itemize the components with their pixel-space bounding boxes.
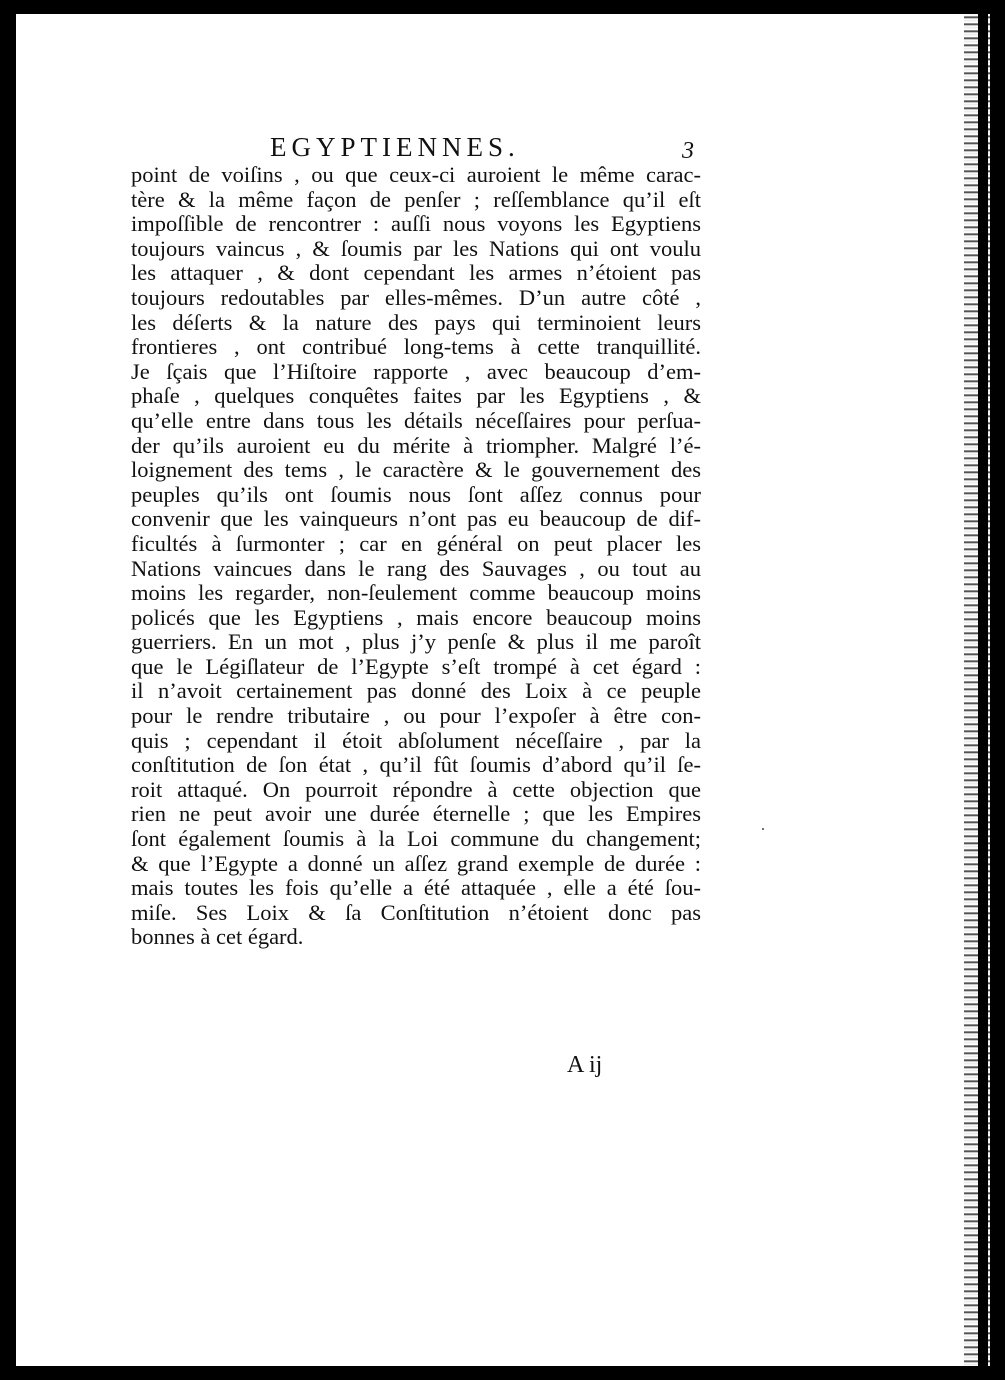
text-line: toujours redoutables par elles-mêmes. D’un autre côté , [131, 284, 701, 310]
text-line: que le Légiſlateur de l’Egypte s’eſt trompé à cet égard : [131, 653, 701, 679]
scan-left-border [14, 14, 16, 1366]
text-line: les attaquer , & dont cependant les armes n’étoient pas [131, 260, 701, 286]
text-line: qu’elle entre dans tous les détails néceſſaires pour perſua- [131, 407, 701, 433]
scan-right-border [978, 14, 988, 1366]
text-line: loignement des tems , le caractère & le gouvernement des [131, 457, 701, 483]
text-line: quis ; cependant il étoit abſolument néceſſaire , par la [131, 727, 701, 753]
text-line: ſont également ſoumis à la Loi commune du changement; [131, 826, 701, 852]
page-header [130, 132, 720, 166]
text-line: policés que les Egyptiens , mais encore beaucoup moins [131, 604, 701, 630]
text-line: il n’avoit certainement pas donné des Loix à ce peuple [131, 678, 701, 704]
text-line-final: bonnes à cet égard. [131, 924, 304, 950]
text-line: der qu’ils auroient eu du mérite à triompher. Malgré l’é- [131, 432, 701, 458]
text-line: miſe. Ses Loix & ſa Conſtitution n’étoient donc pas [131, 899, 701, 925]
text-line: Je ſçais que l’Hiſtoire rapporte , avec beaucoup d’em- [131, 358, 701, 384]
text-line: frontieres , ont contribué long-tems à cette tranquillité. [131, 334, 701, 360]
text-line: tère & la même façon de penſer ; reſſemblance qu’il eſt [131, 186, 701, 212]
text-line: convenir que les vainqueurs n’ont pas eu beaucoup de dif- [131, 506, 701, 532]
text-line: guerriers. En un mot , plus j’y penſe & plus il me paroît [131, 629, 701, 655]
text-line: & que l’Egypte a donné un aſſez grand exemple de durée : [131, 850, 701, 876]
text-line: mais toutes les fois qu’elle a été attaquée , elle a été ſou- [131, 875, 701, 901]
scan-speck [762, 828, 764, 830]
signature-mark: A ij [567, 1052, 603, 1078]
text-line: phaſe , quelques conquêtes faites par les Egyptiens , & [131, 383, 701, 409]
body-text [131, 163, 701, 950]
text-line: toujours vaincus , & ſoumis par les Nations qui ont voulu [131, 235, 701, 261]
running-head: EGYPTIENNES. [270, 132, 520, 162]
text-line: conſtitution de ſon état , qu’il fût ſoumis d’abord qu’il ſe- [131, 752, 701, 778]
text-line: les déſerts & la nature des pays qui terminoient leurs [131, 309, 701, 335]
page-number: 3 [682, 138, 694, 164]
text-line: moins les regarder, non-ſeulement comme beaucoup moins [131, 580, 701, 606]
text-line: point de voiſins , ou que ceux-ci auroient le même carac- [131, 162, 701, 187]
text-line: pour le rendre tributaire , ou pour l’expoſer à être con- [131, 703, 701, 729]
text-line: peuples qu’ils ont ſoumis nous ſont aſſez connus pour [131, 481, 701, 507]
text-line: ficultés à ſurmonter ; car en général on peut placer les [131, 530, 701, 556]
text-line: impoſſible de rencontrer : auſſi nous voyons les Egyptiens [131, 211, 701, 237]
text-line: roit attaqué. On pourroit répondre à cette objection que [131, 776, 701, 802]
text-line: Nations vaincues dans le rang des Sauvages , ou tout au [131, 555, 701, 581]
text-line: rien ne peut avoir une durée éternelle ; que les Empires [131, 801, 701, 827]
